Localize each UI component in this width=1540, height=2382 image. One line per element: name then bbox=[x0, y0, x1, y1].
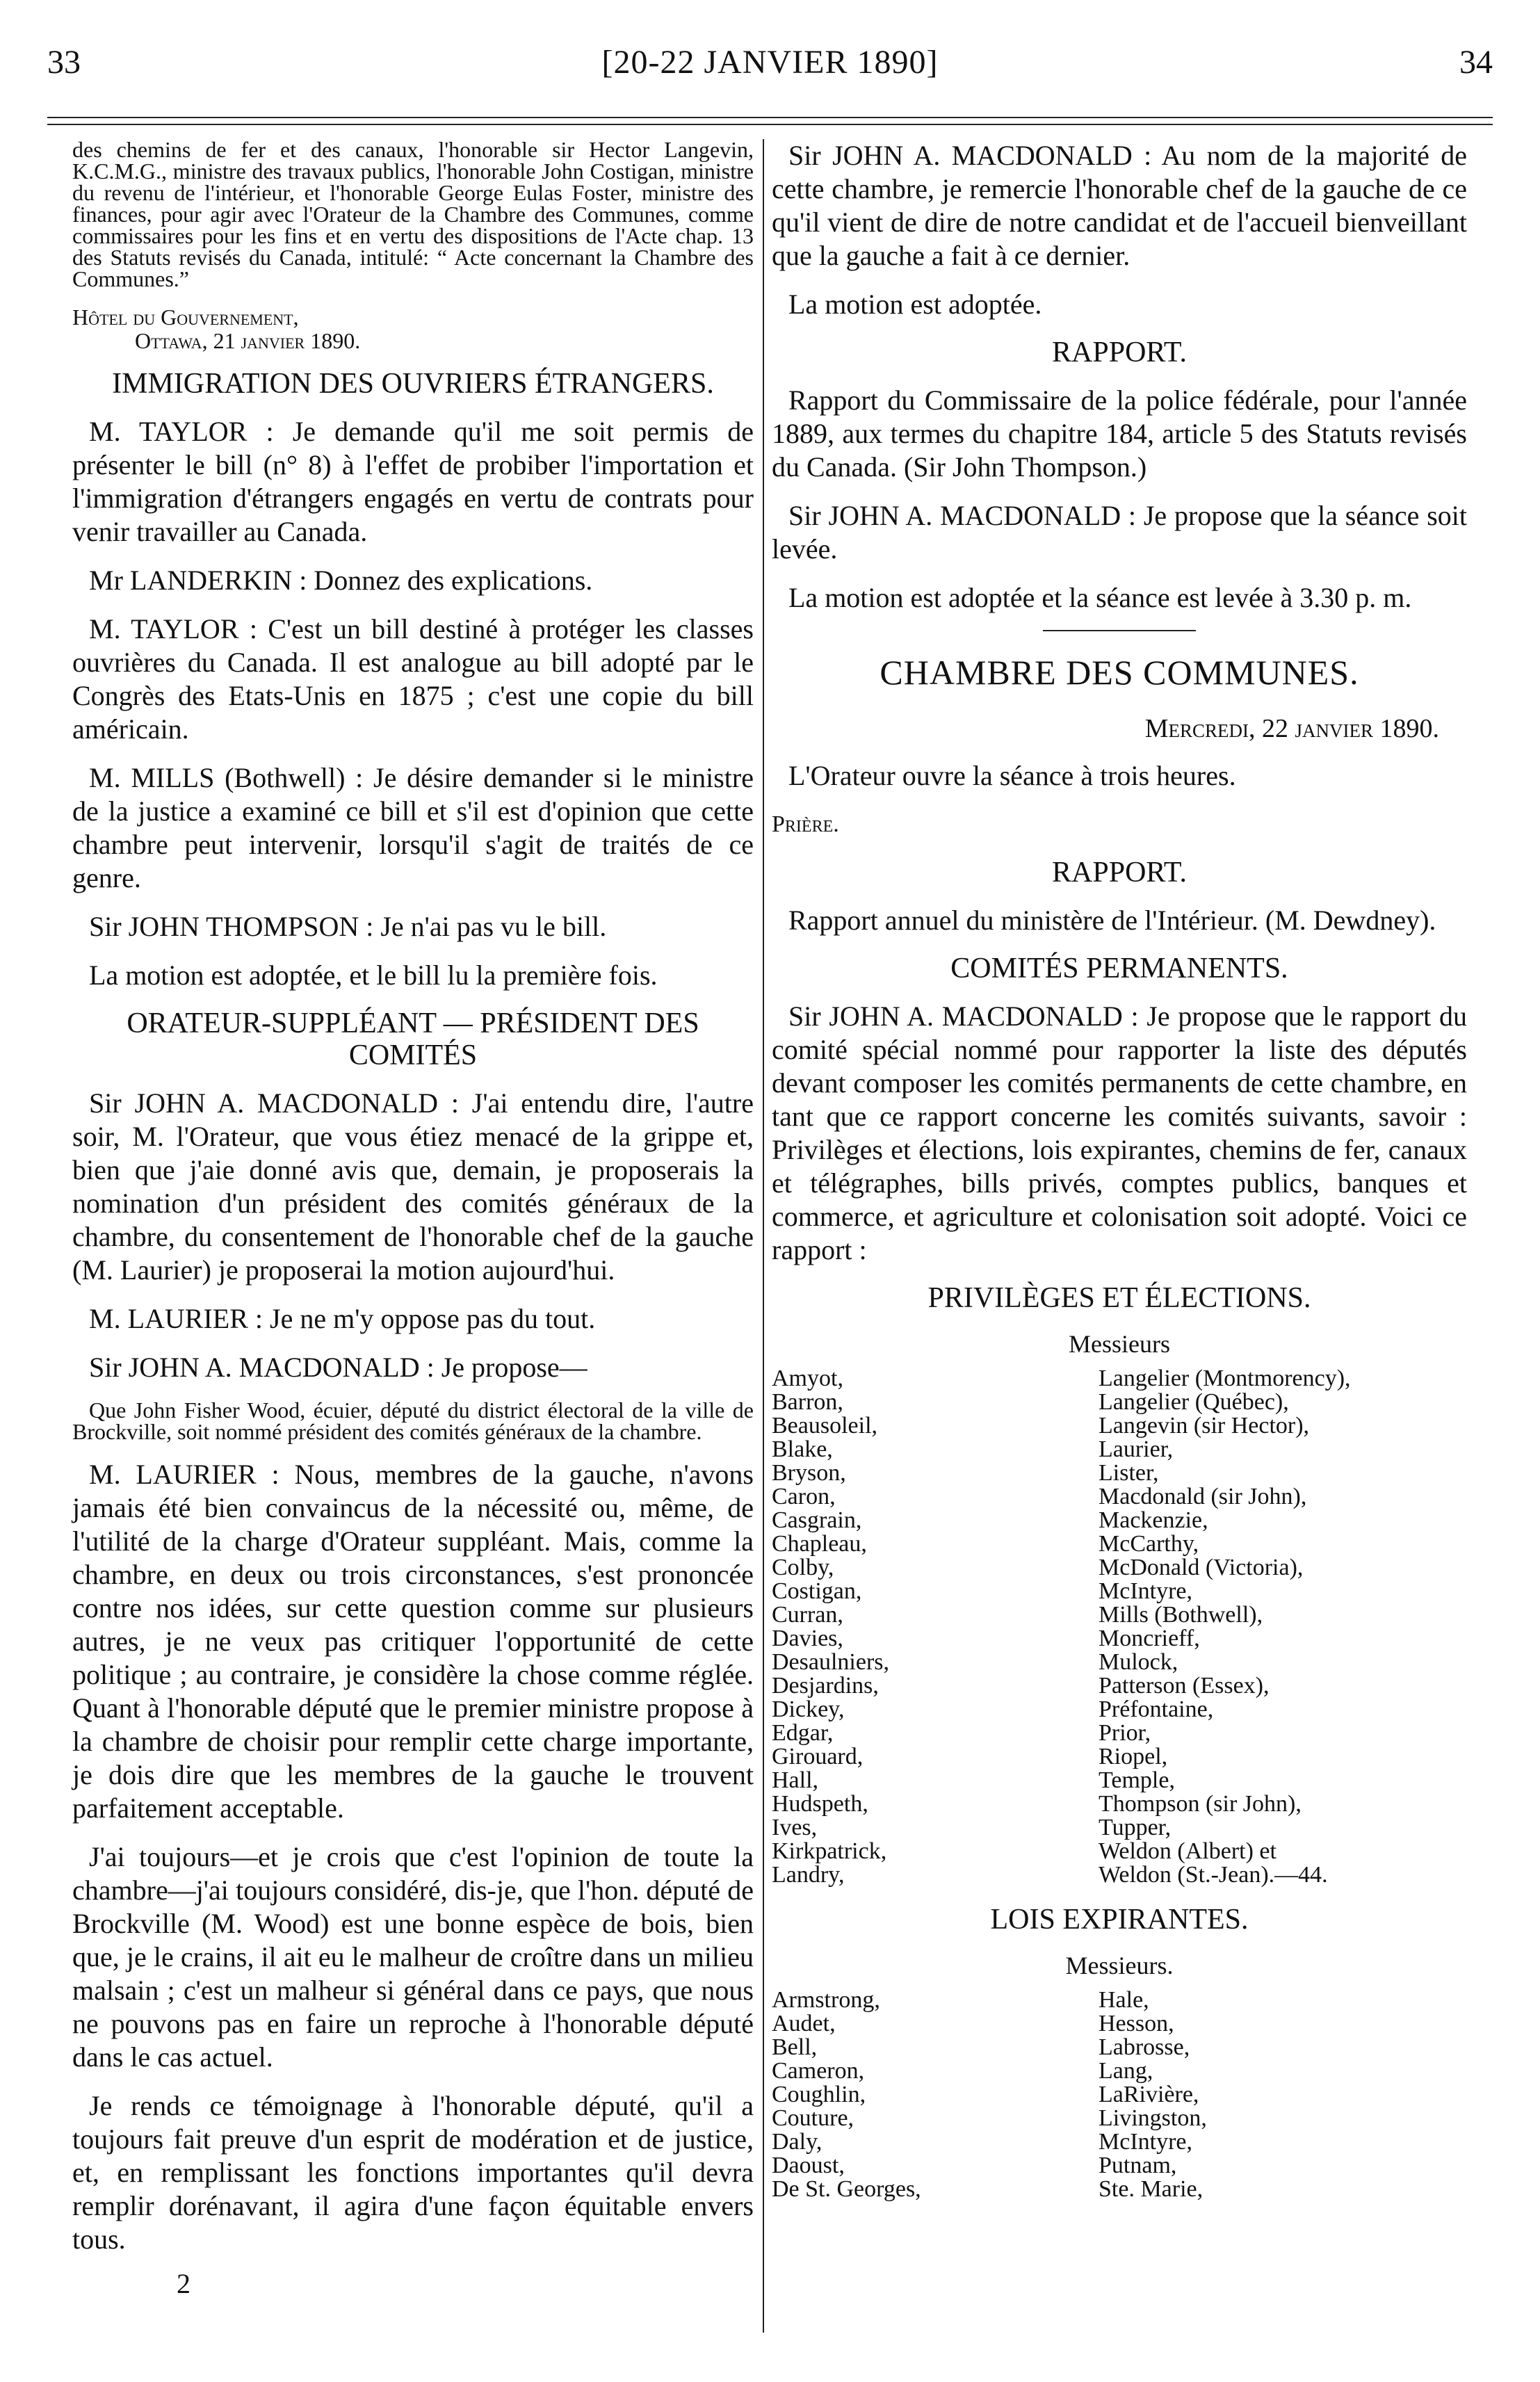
member-list-column bbox=[1099, 1367, 1467, 1887]
signature-date: Ottawa, 21 janvier 1890. bbox=[135, 328, 361, 353]
section-heading-rapport: RAPPORT. bbox=[1052, 337, 1187, 368]
signature-block bbox=[72, 305, 754, 353]
member-name: Hall, bbox=[772, 1767, 819, 1793]
paragraph: Je rends ce témoignage à l'honorable député, qu'il a toujours fait preuve d'un esprit de modération et de justice, et, en remplissant les fonctions importantes qu'il devra remplir dorénavant, il agira d'une façon équitable envers tous. bbox=[72, 2090, 754, 2255]
page-number-left: 33 bbox=[47, 44, 81, 81]
page-title: [20-22 JANVIER 1890] bbox=[601, 44, 939, 81]
member-name: Dickey, bbox=[772, 1696, 845, 1722]
paragraph: La motion est adoptée et la séance est levée à 3.30 p. m. bbox=[788, 582, 1412, 613]
member-name: Curran, bbox=[772, 1602, 843, 1628]
signature-mark: 2 bbox=[177, 2268, 191, 2299]
signature-place: Hôtel du Gouvernement, bbox=[72, 305, 299, 330]
motion-text: Que John Fisher Wood, écuier, député du district électoral de la ville de Brockville, soit nommé président des comités généraux de la chambre. bbox=[72, 1397, 754, 1444]
member-name: Armstrong, bbox=[772, 1987, 880, 2013]
member-name: McCarthy, bbox=[1099, 1531, 1199, 1557]
session-date: Mercredi, 22 janvier 1890. bbox=[1144, 714, 1439, 743]
member-list-column bbox=[772, 1367, 1099, 1887]
member-name: Daoust, bbox=[772, 2153, 845, 2178]
member-name: Mackenzie, bbox=[1099, 1507, 1208, 1533]
member-name: LaRivière, bbox=[1099, 2082, 1199, 2107]
member-name: Chapleau, bbox=[772, 1531, 867, 1557]
member-name: Riopel, bbox=[1099, 1744, 1168, 1769]
paragraph: Mr LANDERKIN : Donnez des explications. bbox=[89, 565, 593, 596]
member-name: Prior, bbox=[1099, 1720, 1151, 1746]
member-name: Colby, bbox=[772, 1555, 834, 1580]
member-name: Ste. Marie, bbox=[1099, 2176, 1203, 2202]
member-name: Weldon (Albert) et bbox=[1099, 1838, 1276, 1864]
member-list-column bbox=[772, 1988, 1099, 2201]
member-name: Bell, bbox=[772, 2034, 818, 2060]
member-name: Langevin (sir Hector), bbox=[1099, 1413, 1310, 1439]
page-header bbox=[47, 43, 1493, 85]
member-name: Costigan, bbox=[772, 1578, 862, 1604]
paragraph: Sir JOHN A. MACDONALD : Je propose— bbox=[89, 1352, 587, 1383]
section-heading-comites: COMITÉS PERMANENTS. bbox=[950, 953, 1288, 985]
member-name: Patterson (Essex), bbox=[1099, 1673, 1270, 1699]
member-name: Daly, bbox=[772, 2129, 822, 2155]
header-rule bbox=[47, 117, 1493, 118]
member-name: McIntyre, bbox=[1099, 2129, 1193, 2155]
member-name: McDonald (Victoria), bbox=[1099, 1555, 1304, 1580]
member-name: Kirkpatrick, bbox=[772, 1838, 887, 1864]
member-name: Hale, bbox=[1099, 1987, 1149, 2013]
member-name: Laurier, bbox=[1099, 1436, 1174, 1462]
member-name: Coughlin, bbox=[772, 2082, 866, 2107]
messieurs-label: Messieurs. bbox=[1065, 1952, 1174, 1979]
member-name: Caron, bbox=[772, 1484, 836, 1509]
paragraph: Sir JOHN A. MACDONALD : Je propose que le rapport du comité spécial nommé pour rapporter la liste des députés devant composer les comités permanents de cette chambre, en tant que ce rapport concerne les comités suivants, savoir : Privilèges et élections, lois expirantes, chemins de fer, canaux et télégraphes, bills privés, comptes publics, banques et commerce, et agriculture et colonisation soit adopté. Voici ce rapport : bbox=[772, 1000, 1467, 1265]
column-divider bbox=[763, 139, 764, 2333]
paragraph: M. MILLS (Bothwell) : Je désire demander si le ministre de la justice a examiné ce bill et s'il est d'opinion que cette chambre peut intervenir, lorsqu'il s'agit de traités de ce genre. bbox=[72, 762, 754, 893]
member-name: Préfontaine, bbox=[1099, 1696, 1214, 1722]
chamber-heading: CHAMBRE DES COMMUNES. bbox=[880, 653, 1359, 692]
page-number-right: 34 bbox=[1459, 44, 1493, 81]
right-column bbox=[772, 139, 1467, 2218]
member-name: Amyot, bbox=[772, 1366, 843, 1391]
member-name: Girouard, bbox=[772, 1744, 864, 1769]
member-name: Davies, bbox=[772, 1626, 843, 1651]
paragraph: Sir JOHN A. MACDONALD : J'ai entendu dire, l'autre soir, M. l'Orateur, que vous étiez menacé de la grippe et, bien que j'aie donné avis que, demain, je proposerais la nomination d'un président des comités généraux de la chambre, du consentement de l'honorable chef de la gauche (M. Laurier) je proposerai la motion aujourd'hui. bbox=[72, 1087, 754, 1286]
member-name: Lister, bbox=[1099, 1460, 1159, 1486]
paragraph: M. LAURIER : Nous, membres de la gauche, n'avons jamais été bien convaincus de la nécessité ou, même, de l'utilité de la charge d'Orateur suppléant. Mais, comme la chambre, en deux ou trois circonstances, s'est prononcée contre nos idées, sur cette question comme sur plusieurs autres, je ne veux pas critiquer l'opportunité de cette politique ; au contraire, je considère la chose comme réglée. Quant à l'honorable député que le premier ministre propose à la chambre de choisir pour remplir cette charge importante, je dois dire que les membres de la gauche le trouvent parfaitement acceptable. bbox=[72, 1459, 754, 1824]
member-name: Couture, bbox=[772, 2105, 854, 2131]
member-name: De St. Georges, bbox=[772, 2176, 921, 2202]
member-name: Thompson (sir John), bbox=[1099, 1791, 1302, 1817]
member-name: Temple, bbox=[1099, 1767, 1175, 1793]
member-name: Bryson, bbox=[772, 1460, 846, 1486]
paragraph: Rapport du Commissaire de la police fédérale, pour l'année 1889, aux termes du chapitre 184, article 5 des Statuts revisés du Canada. (Sir John Thompson.) bbox=[772, 384, 1467, 483]
section-heading-orateur-suppleant: ORATEUR-SUPPLÉANT — PRÉSIDENT DES COMITÉS bbox=[127, 1007, 699, 1071]
member-name: Audet, bbox=[772, 2011, 836, 2036]
paragraph: J'ai toujours—et je crois que c'est l'opinion de toute la chambre—j'ai toujours considéré, dis-je, que l'hon. député de Brockville (M. Wood) est une bonne espèce de bois, bien que, je le crains, il ait eu le malheur de croître dans un milieu malsain ; c'est un malheur si général dans ce pays, que nous ne pouvons pas en faire un reproche à l'honorable député dans le cas actuel. bbox=[72, 1841, 754, 2073]
prayer-label: Prière. bbox=[772, 811, 839, 837]
paragraph: M. TAYLOR : C'est un bill destiné à protéger les classes ouvrières du Canada. Il est analogue au bill adopté par le Congrès des Etats-Unis en 1875 ; c'est une copie du bill américain. bbox=[72, 613, 754, 745]
section-divider bbox=[1043, 630, 1196, 631]
member-name: Beausoleil, bbox=[772, 1413, 878, 1439]
member-name: Putnam, bbox=[1099, 2153, 1177, 2178]
member-name: Edgar, bbox=[772, 1720, 834, 1746]
paragraph: La motion est adoptée. bbox=[788, 289, 1042, 320]
member-name: Langelier (Montmorency), bbox=[1099, 1366, 1351, 1391]
section-heading-privileges: PRIVILÈGES ET ÉLECTIONS. bbox=[927, 1282, 1311, 1314]
paragraph: Sir JOHN A. MACDONALD : Au nom de la majorité de cette chambre, je remercie l'honorable chef de la gauche de ce qu'il vient de dire de notre candidat et de l'accueil bienveillant que la gauche a fait à ce dernier. bbox=[772, 140, 1467, 271]
member-name: Cameron, bbox=[772, 2058, 865, 2084]
member-name: Livingston, bbox=[1099, 2105, 1207, 2131]
member-list-lois bbox=[772, 1988, 1467, 2201]
member-name: Ives, bbox=[772, 1815, 818, 1840]
header-rule-thin bbox=[47, 124, 1493, 125]
member-name: Weldon (St.-Jean).—44. bbox=[1099, 1862, 1328, 1888]
member-name: Langelier (Québec), bbox=[1099, 1389, 1289, 1415]
messieurs-label: Messieurs bbox=[1069, 1330, 1170, 1358]
member-name: Labrosse, bbox=[1099, 2034, 1190, 2060]
section-heading-lois-expirantes: LOIS EXPIRANTES. bbox=[990, 1904, 1249, 1936]
member-name: Barron, bbox=[772, 1389, 843, 1415]
member-name: Casgrain, bbox=[772, 1507, 862, 1533]
paragraph: La motion est adoptée, et le bill lu la première fois. bbox=[89, 959, 658, 991]
paragraph: M. TAYLOR : Je demande qu'il me soit permis de présenter le bill (n° 8) à l'effet de probiber l'importation et l'immigration d'étrangers engagés en vertu de contrats pour venir travailler au Canada. bbox=[72, 416, 754, 547]
member-name: McIntyre, bbox=[1099, 1578, 1193, 1604]
member-list-privileges bbox=[772, 1367, 1467, 1887]
section-heading-immigration: IMMIGRATION DES OUVRIERS ÉTRANGERS. bbox=[112, 368, 714, 400]
member-name: Hesson, bbox=[1099, 2011, 1174, 2036]
member-name: Mills (Bothwell), bbox=[1099, 1602, 1263, 1628]
member-name: Macdonald (sir John), bbox=[1099, 1484, 1307, 1509]
member-name: Hudspeth, bbox=[772, 1791, 868, 1817]
paragraph: Rapport annuel du ministère de l'Intérieur. (M. Dewdney). bbox=[788, 905, 1436, 936]
member-name: Tupper, bbox=[1099, 1815, 1172, 1840]
left-column bbox=[72, 139, 754, 2300]
paragraph: Sir JOHN A. MACDONALD : Je propose que la séance soit levée. bbox=[772, 500, 1467, 565]
member-name: Lang, bbox=[1099, 2058, 1153, 2084]
paragraph: M. LAURIER : Je ne m'y oppose pas du tout. bbox=[89, 1303, 596, 1334]
member-name: Blake, bbox=[772, 1436, 833, 1462]
proclamation-text: des chemins de fer et des canaux, l'honorable sir Hector Langevin, K.C.M.G., ministre des travaux publics, l'honorable John Costigan, ministre du revenu de l'intérieur, et l'honorable George Eulas Foster, ministre des finances, pour agir avec l'Orateur de la Chambre des Communes, comme commissaires pour les fins et en vertu des dispositions de l'Acte chap. 13 des Statuts revisés du Canada, intitulé: “ Acte concernant la Chambre des Communes.” bbox=[72, 137, 754, 291]
member-name: Desaulniers, bbox=[772, 1649, 890, 1675]
paragraph: L'Orateur ouvre la séance à trois heures. bbox=[788, 760, 1236, 791]
member-name: Moncrieff, bbox=[1099, 1626, 1200, 1651]
section-heading-rapport-2: RAPPORT. bbox=[1052, 857, 1187, 889]
paragraph: Sir JOHN THOMPSON : Je n'ai pas vu le bill. bbox=[89, 911, 607, 942]
member-list-column bbox=[1099, 1988, 1467, 2201]
member-name: Mulock, bbox=[1099, 1649, 1178, 1675]
member-name: Desjardins, bbox=[772, 1673, 879, 1699]
member-name: Landry, bbox=[772, 1862, 845, 1888]
